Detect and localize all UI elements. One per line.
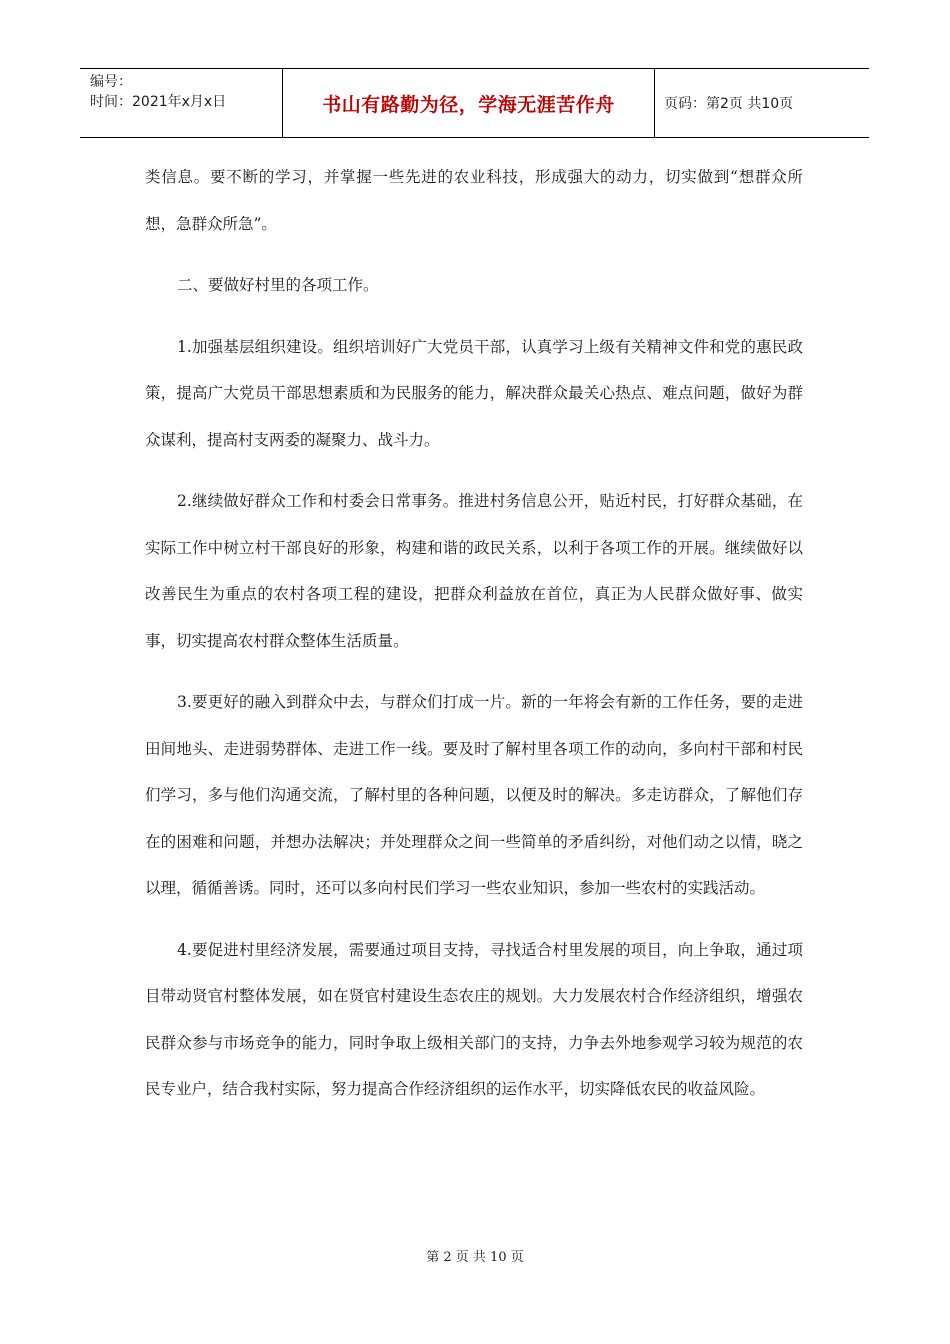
paragraph: 1.加强基层组织建设。组织培训好广大党员干部，认真学习上级有关精神文件和党的惠民政策，提高广大党员干部思想素质和为民服务的能力，解决群众最关心热点、难点问题，做好为群众谋利，提高村支两委的凝聚力、战斗力。 <box>145 337 803 449</box>
paragraph: 类信息。要不断的学习，并掌握一些先进的农业科技，形成强大的动力，切实做到“想群众所想，急群众所急”。 <box>145 168 803 233</box>
paragraph: 3.要更好的融入到群众中去，与群众们打成一片。新的一年将会有新的工作任务，要的走进田间地头、走进弱势群体、走进工作一线。要及时了解村里各项工作的动向，多向村干部和村民们学习，多与他们沟通交流，了解村里的各种问题，以便及时的解决。多走访群众，了解他们存在的困难和问题，并想办法解决；并处理群众之间一些简单的矛盾纠纷，对他们动之以情，晓之以理，循循善诱。同时，还可以多向村民们学习一些农业知识，参加一些农村的实践活动。 <box>145 693 803 897</box>
header-page-info: 页码：第2页 共10页 <box>664 96 794 112</box>
number-label: 编号： <box>90 74 132 90</box>
time-label: 时间：2021年x月x日 <box>90 94 227 110</box>
paragraph: 2.继续做好群众工作和村委会日常事务。推进村务信息公开，贴近村民，打好群众基础，在实际工作中树立村干部良好的形象，构建和谐的政民关系，以利于各项工作的开展。继续做好以改善民生为重点的农村各项工程的建设，把群众利益放在首位，真正为人民群众做好事、做实事，切实提高农村群众整体生活质量。 <box>145 492 803 650</box>
document-header <box>80 68 869 138</box>
header-meta <box>90 72 226 112</box>
section-heading: 二、要做好村里的各项工作。 <box>177 276 379 294</box>
document-body <box>145 154 803 1128</box>
page-footer: 第 2 页 共 10 页 <box>426 1250 524 1265</box>
paragraph: 4.要促进村里经济发展，需要通过项目支持，寻找适合村里发展的项目，向上争取，通过项目带动贤官村整体发展，如在贤官村建设生态农庄的规划。大力发展农村合作经济组织，增强农民群众参与市场竞争的能力，同时争取上级相关部门的支持，力争去外地参观学习较为规范的农民专业户，结合我村实际，努力提高合作经济组织的运作水平，切实降低农民的收益风险。 <box>145 940 803 1098</box>
header-divider <box>654 69 655 137</box>
header-motto: 书山有路勤为径，学海无涯苦作舟 <box>322 93 615 116</box>
